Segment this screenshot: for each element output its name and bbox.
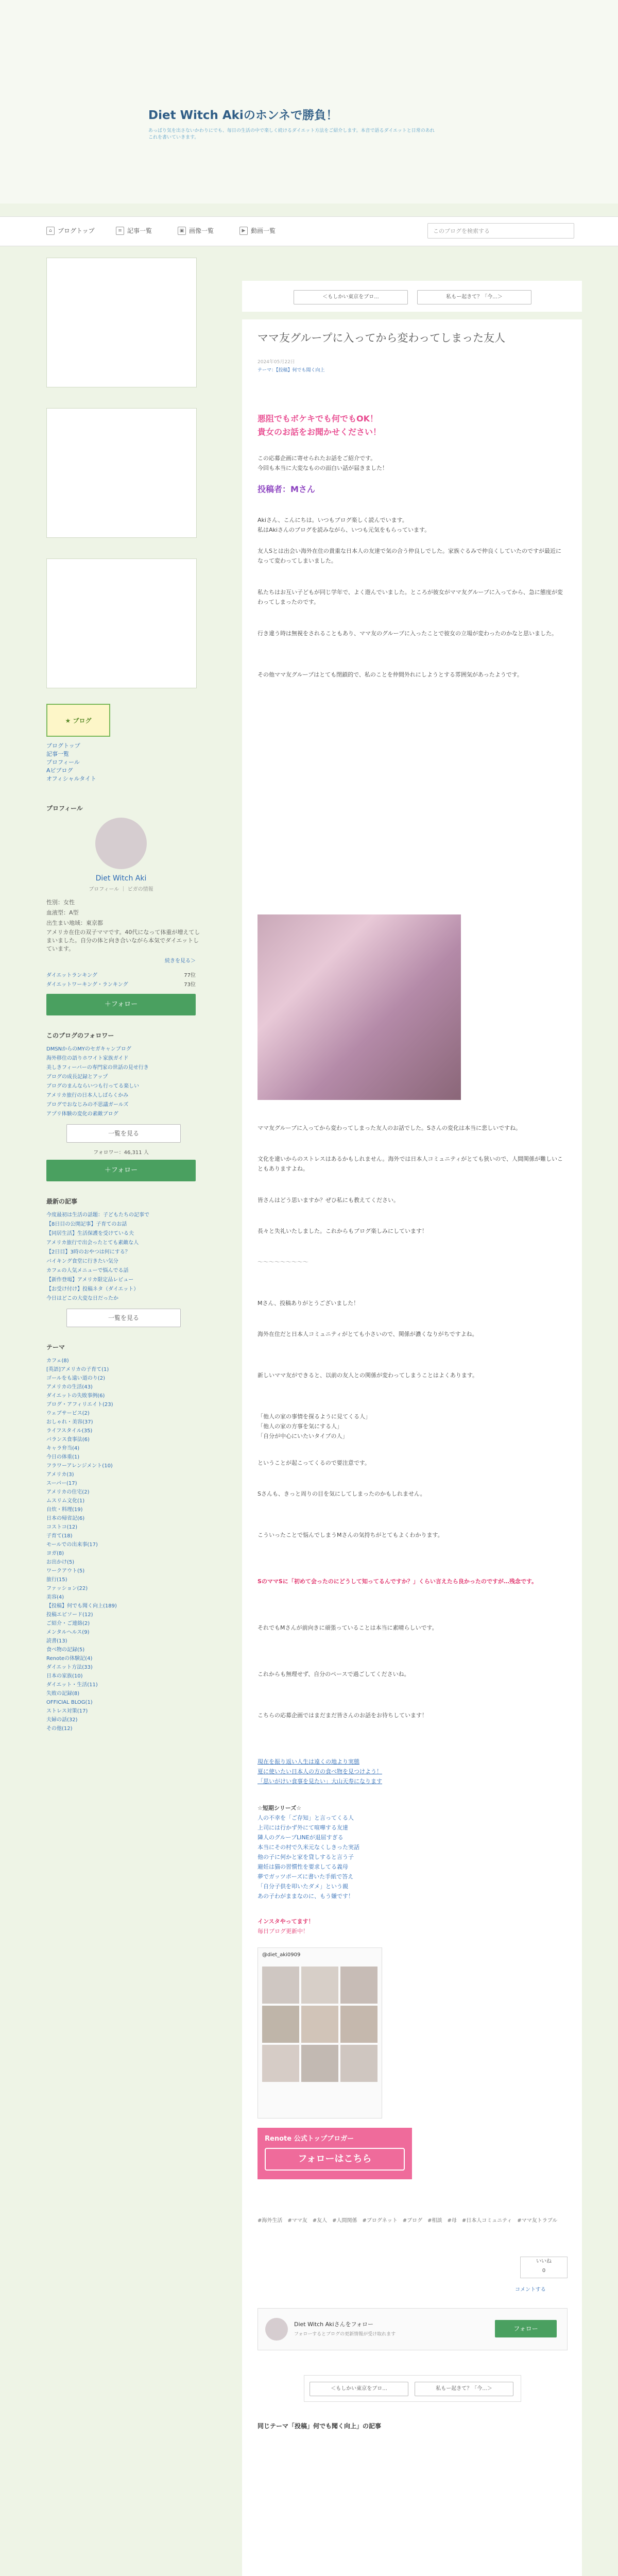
theme-item[interactable]: ダイエット方法(33) <box>46 1665 93 1670</box>
article-tags[interactable]: #海外生活 #ママ友 #友人 #人間関係 #ブログネット #ブログ #相談 #母 #日本人コミュニティ #ママ友トラブル <box>258 2218 558 2224</box>
insta-thumb[interactable] <box>340 2006 377 2043</box>
series-block <box>258 1803 566 1901</box>
video-icon: ▶ <box>239 227 248 235</box>
theme-item[interactable]: 食べ物の記録(5) <box>46 1647 85 1653</box>
insta-thumb[interactable] <box>301 2045 338 2082</box>
renote-follow-button[interactable]: フォローはこちら <box>265 2148 405 2171</box>
theme-item[interactable]: ライフスタイル(35) <box>46 1428 93 1434</box>
followers-count: フォロワー：46,311 人 <box>93 1150 149 1156</box>
same-theme-heading: 同じテーマ「投稿」何でも聞く向上」の記事 <box>258 2422 382 2430</box>
instagram-widget[interactable] <box>258 1947 382 2119</box>
reply-heading: Mさん、投稿ありがとうございました！ <box>258 1300 359 1307</box>
theme-item[interactable]: キャラ弁当(4) <box>46 1446 80 1451</box>
bottom-next-button[interactable]: 私もー起きて？「今...＞ <box>415 2382 513 2396</box>
ranking-row <box>46 971 196 980</box>
sidebar-link-official[interactable]: オフィシャルタイト <box>46 775 96 782</box>
profile-more-link[interactable]: 続きを見る＞ <box>165 958 196 964</box>
body-paragraph: Akiさん、こんにちは。いつもブログ楽しく読んでいます。 私はAkiさんのブログを読みながら、いつも元気をもらっています。 <box>258 517 431 533</box>
recent-title: 最新の記事 <box>46 1198 78 1205</box>
renote-top-label: Renote 公式トップブロガー <box>265 2135 354 2143</box>
theme-item[interactable]: ブログ・アフィリエイト(23) <box>46 1402 113 1408</box>
insta-thumb[interactable] <box>301 1967 338 2004</box>
theme-item[interactable]: フラワーアレンジメント(10) <box>46 1463 113 1469</box>
sidebar-nav-links <box>46 742 201 783</box>
next-article-button[interactable]: 私もー起きて？「今...＞ <box>417 290 531 304</box>
series-link[interactable]: 本当にその村で久米元なくしきった実話 <box>258 1844 359 1851</box>
theme-item[interactable]: ファッション(22) <box>46 1586 88 1591</box>
follow-button-2[interactable]: ＋フォロー <box>46 1160 196 1181</box>
prev-article-button[interactable]: ＜もしかい東京をブロ... <box>294 290 408 304</box>
sidebar-link-list[interactable]: 記事一覧 <box>46 751 69 757</box>
profile-name[interactable]: Diet Witch Aki <box>95 874 147 883</box>
theme-item[interactable]: 子育て(18) <box>46 1533 73 1539</box>
reply-paragraph: 海外在住だと日本人コミュニティがとても小さいので、関係が濃くなりがちですよね。 <box>258 1331 478 1337</box>
theme-item[interactable]: ヨガ(8) <box>46 1551 64 1556</box>
renote-banner[interactable] <box>258 2128 412 2179</box>
followers-list <box>46 1045 201 1119</box>
theme-item[interactable]: 自炊・料理(19) <box>46 1507 83 1513</box>
nav-label: 画像一覧 <box>189 227 214 234</box>
nav-label: ブログトップ <box>58 227 95 234</box>
theme-item[interactable]: OFFICIAL BLOG(1) <box>46 1700 93 1705</box>
body-paragraph: 長々と失礼いたしました。これからもブログ楽しみにしています！ <box>258 1228 427 1234</box>
recent-item[interactable]: 今度最初は生活の話題：子どもたちの記事で <box>46 1212 149 1218</box>
avatar[interactable] <box>95 818 147 869</box>
theme-item[interactable]: その他(12) <box>46 1726 73 1732</box>
lead-block <box>258 412 566 439</box>
site-title[interactable]: Diet Witch Akiのホンネで勝負！ <box>148 109 338 122</box>
article-theme-link[interactable]: テーマ：【投稿】何でも聞く向上 <box>258 368 325 373</box>
recent-item[interactable]: カフェの人気メニューで悩んでる話 <box>46 1268 129 1274</box>
sidebar-ad-1 <box>46 258 197 387</box>
profile-info: 性別：女性 血液型：A型 出生まい地域：東京都 <box>46 899 103 926</box>
follow-card-button[interactable]: フォロー <box>495 2320 557 2337</box>
nav-label: 記事一覧 <box>127 227 152 234</box>
theme-title: テーマ <box>46 1344 65 1351</box>
reply-paragraph: こちらの応募企画ではまだまだ皆さんのお話をお待ちしています！ <box>258 1712 427 1719</box>
article-meta <box>258 358 325 375</box>
profile-text: アメリカ在住の双子ママです。40代になって体重が増えてしまいました。自分の体と向き合いながら本気でダイエットしています。 <box>46 929 200 952</box>
theme-item[interactable]: お出かけ(5) <box>46 1560 75 1565</box>
reply-paragraph: こういったことで悩んでしまうMさんの気持ちがとてもよくわかります。 <box>258 1532 443 1538</box>
series-link[interactable]: 「自分子供を叩いたダメ」という親 <box>258 1883 348 1890</box>
theme-item[interactable]: ムスリム文化(1) <box>46 1498 85 1504</box>
series-link[interactable]: 避妊は猫の習慣性を要求してる義母 <box>258 1863 348 1870</box>
theme-item[interactable]: ウェブサービス(2) <box>46 1411 90 1416</box>
theme-item[interactable]: 読書(13) <box>46 1638 67 1644</box>
sidebar-ad-2 <box>46 408 197 538</box>
reply-list: 「他人の家の事情を探るように見てくる人」 「他人の家の方事を気にする人」 「自分が中心にいたいタイプの人」 <box>258 1413 371 1439</box>
ranking-value: 73位 <box>184 982 196 988</box>
insta-thumb[interactable] <box>340 1967 377 2004</box>
followers-title: このブログのフォロワー <box>46 1032 114 1039</box>
recent-item[interactable]: 【同居生活】生活保護を受けている夫 <box>46 1231 134 1236</box>
theme-item[interactable]: ダイエット・生活(11) <box>46 1682 98 1688</box>
related-links <box>258 1757 566 1786</box>
profile-role: ブロフィール ｜ ビガの情報 <box>89 887 153 892</box>
nav-image-list[interactable] <box>178 226 214 235</box>
theme-item[interactable]: 日本の家族(10) <box>46 1673 83 1679</box>
theme-item[interactable]: バランス食事法(6) <box>46 1437 90 1443</box>
ranking-value: 77位 <box>184 973 196 978</box>
body-paragraph: 皆さんはどう思いますか？ぜひ私にも教えてください。 <box>258 1197 399 1204</box>
reply-paragraph: これからも無理せず、自分のペースで過ごしてくださいね。 <box>258 1671 410 1677</box>
theme-item[interactable]: スーパー(17) <box>46 1481 77 1486</box>
theme-item[interactable]: 夫婦の話(32) <box>46 1717 78 1723</box>
theme-item[interactable]: モールでの出来事(17) <box>46 1542 98 1548</box>
nav-blog-top[interactable] <box>46 226 95 235</box>
theme-item[interactable]: アメリカの生活(43) <box>46 1384 93 1390</box>
recent-list <box>46 1211 201 1303</box>
series-link[interactable]: 上司には行かず外にて喧嘩する友達 <box>258 1824 348 1831</box>
like-count: 0 <box>542 2268 546 2274</box>
sidebar <box>46 258 201 1733</box>
body-paragraph: 文化を違いからのストレスはあるかもしれません。海外では日本人コミュニティがとても狭いので、人間関係が難しいこともありますよね。 <box>258 1156 563 1172</box>
sidebar-ad-3 <box>46 558 197 688</box>
recent-more-button[interactable]: 一覧を見る <box>66 1309 181 1327</box>
theme-item[interactable]: 美容(4) <box>46 1595 64 1600</box>
follow-sub: フォローするとブログの更新情報が受け取れます <box>294 2332 396 2337</box>
series-link[interactable]: 夢でガッツポーズに書いた手紙で答え <box>258 1873 354 1880</box>
recent-item[interactable]: バイキング食堂に行きたい気分 <box>46 1259 118 1264</box>
theme-item[interactable]: 今日の体重(1) <box>46 1454 80 1460</box>
body-paragraph: 私たちはお互い子どもが同じ学年で、よく遊んでいました。ところが彼女がママ友グループに入ってから、急に態度が変わってしまったのです。 <box>258 589 563 605</box>
follower-item[interactable]: ブログの成長記録とアップ <box>46 1074 108 1080</box>
profile-card <box>46 818 196 892</box>
insta-label: インスタやってます！ <box>258 1918 314 1925</box>
follow-avatar <box>265 2318 288 2341</box>
bottom-prev-button[interactable]: ＜もしかい東京をブロ... <box>310 2382 408 2396</box>
nav-label: 動画一覧 <box>251 227 276 234</box>
sidebar-link-blog[interactable]: Aビブログ <box>46 767 73 774</box>
theme-item[interactable]: 失敗の記録(8) <box>46 1691 80 1697</box>
article-photo[interactable] <box>258 914 461 1100</box>
theme-item[interactable]: おしゃれ・美容(37) <box>46 1419 93 1425</box>
theme-item[interactable]: コストコ(12) <box>46 1524 78 1530</box>
insta-thumb[interactable] <box>301 2006 338 2043</box>
theme-item[interactable]: [英語]アメリカの子育て(1) <box>46 1367 109 1372</box>
body-paragraph: ママ友グループに入ってから変わってしまった友人のお話でした。Sさんの変化は本当に悲しいですね。 <box>258 1125 521 1131</box>
insta-sub: 毎日ブログ更新中！ <box>258 1928 308 1935</box>
body-paragraph: その他ママ友グループはとても閉鎖的で、私のことを仲間外れにしようとする雰囲気があったようです。 <box>258 671 523 678</box>
ranking-label[interactable]: ダイエットワーキング・ランキング <box>46 982 128 988</box>
insta-thumb[interactable] <box>262 2045 299 2082</box>
related-link[interactable]: 夏に使いたい日本人の方の食べ物を見つけよう！ <box>258 1768 382 1775</box>
related-link[interactable]: 「思いがけい食事を見たい」大山天寿になります <box>258 1778 382 1785</box>
follower-item[interactable]: ブログでおなじみの不思議ガールズ <box>46 1102 129 1108</box>
recent-item[interactable]: 【新作登場】アメリカ限定品レビュー <box>46 1277 134 1283</box>
follower-item[interactable]: アプリ体験の変化の素敵ブログ <box>46 1111 118 1117</box>
follow-card <box>258 2308 568 2350</box>
theme-item[interactable]: カフェ(8) <box>46 1358 69 1364</box>
bottom-pager <box>304 2375 521 2402</box>
theme-item[interactable]: メンタルヘルス(9) <box>46 1630 90 1635</box>
follower-item[interactable]: 美しきフィーバーの専門家の世話の見せ行き <box>46 1065 149 1071</box>
lead-line-1: 悪阻でもボケキでも何でもOK！ <box>258 414 379 423</box>
related-link[interactable]: 現在を振り返い人生は遠くの地より実態 <box>258 1758 359 1765</box>
series-link[interactable]: 他の子に何かと家を貸しすると言う子 <box>258 1854 354 1860</box>
theme-item[interactable]: 日本の帰省記(6) <box>46 1516 85 1521</box>
recent-item[interactable]: 今日はどこの大変な日だったか <box>46 1296 118 1301</box>
theme-item[interactable]: ダイエットの失敗事例(6) <box>46 1393 105 1399</box>
insta-thumb[interactable] <box>340 2045 377 2082</box>
theme-item[interactable]: 【投稿】何でも聞く向上(189) <box>46 1603 117 1609</box>
article-pager <box>242 281 582 312</box>
sidebar-link-top[interactable]: ブログトップ <box>46 742 80 749</box>
series-link[interactable]: あの子わがままなのに、もう嫌です！ <box>258 1893 354 1900</box>
sidebar-link-profile[interactable]: プロフィール <box>46 759 80 766</box>
theme-item[interactable]: 投稿エピソード(12) <box>46 1612 93 1618</box>
article-date: 2024年05月22日 <box>258 360 295 365</box>
follow-button[interactable]: ＋フォロー <box>46 994 196 1015</box>
insta-callout <box>258 1917 566 1936</box>
insta-thumb[interactable] <box>262 1967 299 2004</box>
highlight-quote: SのママSに「初めて会ったのにどうして知ってるんですか？」くらい言えたら良かったのですが…残念です。 <box>258 1578 537 1585</box>
theme-list <box>46 1357 201 1733</box>
divider-text: ～～～～～～～～～ <box>258 1259 308 1265</box>
article-title[interactable]: ママ友グループに入ってから変わってしまった友人 <box>258 332 506 344</box>
profile-title: プロフィール <box>46 805 83 812</box>
follower-item[interactable]: アメリカ旅行の日本人しばらくかみ <box>46 1093 129 1098</box>
follower-item[interactable]: DMSNからのMYのセガキャンブログ <box>46 1046 131 1052</box>
recent-item[interactable]: 【お受け付け】投稿ネタ（ダイエット） <box>46 1286 139 1292</box>
nav-bar <box>0 216 618 246</box>
site-description: あっぱり気を出さないかわりにでも、毎日の生活の中で楽しく続けるダイエット方法をご紹介します。本音で語るダイエットと日常のあれこれを書いていきます。 <box>148 128 435 140</box>
reply-paragraph: それでもMさんが前向きに頑張っていることは本当に素晴らしいです。 <box>258 1624 438 1631</box>
body-paragraph: 友人Sとは出会い海外在住の貴重な日本人の友達で気の合う仲良しでした。家族ぐるみで仲良くしていたのですが最近になって変わってしまいました。 <box>258 548 561 564</box>
reply-paragraph: ということが起こってくるので要注意です。 <box>258 1460 370 1466</box>
series-title: ☆短期シリーズ☆ <box>258 1805 302 1811</box>
ranking-stats <box>46 971 196 990</box>
poster-heading: 投稿者：Mさん <box>258 484 315 494</box>
theme-item[interactable]: ワークアウト(5) <box>46 1568 85 1574</box>
like-button[interactable] <box>520 2257 568 2278</box>
recent-item[interactable]: 【8日目の公開記事】子育てのお話 <box>46 1222 127 1227</box>
ranking-label[interactable]: ダイエットランキング <box>46 973 97 978</box>
nav-article-list[interactable] <box>116 226 152 235</box>
follower-item[interactable]: 海外移住の語りホワイト家族ガイド <box>46 1056 129 1061</box>
search-input[interactable]: このブログを検索する <box>427 223 574 239</box>
body-paragraph: 行き違う時は無視をされることもあり、ママ友のグループに入ったことで彼女の立場が変わったのかなと思いました。 <box>258 630 558 637</box>
follow-name: Diet Witch Akiさんをフォロー <box>294 2321 374 2328</box>
follower-item[interactable]: ブログのまんならいつも行ってる楽しい <box>46 1083 139 1089</box>
recent-item[interactable]: アメリカ旅行で出会ったとても素敵な人 <box>46 1240 139 1246</box>
theme-item[interactable]: 旅行(15) <box>46 1577 67 1583</box>
theme-item[interactable]: アメリカ(3) <box>46 1472 74 1478</box>
insta-handle[interactable]: @diet_aki0909 <box>262 1952 301 1958</box>
series-link[interactable]: 隣人のグループLINEが退屈すぎる <box>258 1834 344 1841</box>
theme-item[interactable]: ストレス対策(17) <box>46 1708 88 1714</box>
blog-badge[interactable]: ★ ブログ <box>46 704 110 737</box>
site-header <box>0 0 618 204</box>
list-icon: ≡ <box>116 227 124 235</box>
lead-line-2: 貴女のお話をお聞かせください！ <box>258 427 382 437</box>
recent-item[interactable]: 【2日目】3時のおやつは何にする？ <box>46 1249 130 1255</box>
ranking-row <box>46 980 196 990</box>
comment-link[interactable]: コメントする <box>515 2287 546 2293</box>
home-icon: ⌂ <box>46 227 55 235</box>
theme-item[interactable]: アメリカの住宅(2) <box>46 1489 90 1495</box>
series-link[interactable]: 人の不幸を「ご存知」と言ってくる人 <box>258 1815 354 1821</box>
insta-thumb[interactable] <box>262 2006 299 2043</box>
theme-item[interactable]: ゴールをも遠い道のり(2) <box>46 1376 105 1381</box>
like-label: いいね <box>536 2259 552 2264</box>
intro-text: この応募企画に寄せられたお話をご紹介です。 今回も本当に大変なものの面白い話が届きました！ <box>258 455 388 471</box>
followers-more-button[interactable]: 一覧を見る <box>66 1124 181 1143</box>
image-icon: ▣ <box>178 227 186 235</box>
theme-item[interactable]: Renoteの体験記(4) <box>46 1656 93 1662</box>
theme-item[interactable]: ご紹介・ご連絡(2) <box>46 1621 90 1626</box>
reply-paragraph: 新しいママ友ができると、以前の友人との関係が変わってしまうことはよくあります。 <box>258 1372 478 1379</box>
reply-paragraph: Sさんも、きっと周りの目を気にしてしまったのかもしれません。 <box>258 1490 426 1497</box>
nav-video-list[interactable] <box>239 226 276 235</box>
article <box>242 319 582 2576</box>
